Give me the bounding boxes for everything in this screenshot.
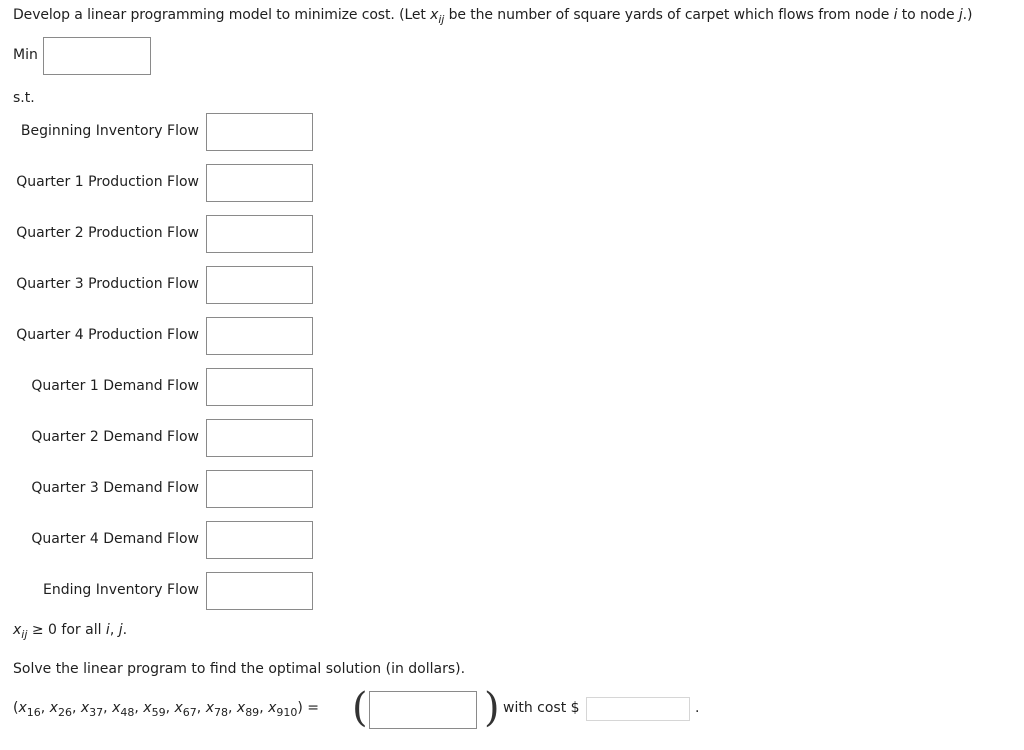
nonneg-comma: , [109,622,119,638]
tuple-comma: , [165,700,175,716]
tuple-var-x: x [205,700,214,716]
right-paren: ) [484,685,500,731]
tuple-var-x: x [18,700,27,716]
tuple-comma: , [259,700,269,716]
prompt-text-3: to node [897,7,959,23]
node-j: j [958,7,963,23]
constraint-label-q2-demand: Quarter 2 Demand Flow [31,429,199,445]
tuple-var-sub: 78 [213,706,228,719]
tuple-var-sub: 48 [120,706,135,719]
constraint-label-q1-production: Quarter 1 Production Flow [16,174,199,190]
cost-label: with cost $ [503,700,580,716]
constraint-input-q3-demand[interactable] [206,470,313,508]
constraint-input-q1-demand[interactable] [206,368,313,406]
nonneg-end: . [122,622,128,638]
problem-prompt [13,7,973,26]
node-i: i [893,7,898,23]
tuple-comma: , [103,700,113,716]
cost-input[interactable] [586,697,690,721]
left-paren: ( [352,685,368,731]
tuple-comma: , [227,700,237,716]
constraint-input-q2-demand[interactable] [206,419,313,457]
var-sub-ij: ij [438,13,445,26]
tuple-var-x: x [112,700,121,716]
period: . [695,700,700,716]
tuple-comma: , [71,700,81,716]
nonneg-j: j [118,622,123,638]
nonneg-var-sub: ij [21,628,28,641]
solution-input[interactable] [369,691,477,729]
constraint-input-q1-production[interactable] [206,164,313,202]
constraint-label-q4-production: Quarter 4 Production Flow [16,327,199,343]
tuple-var-sub: 910 [276,706,298,719]
tuple-var-x: x [236,700,246,716]
tuple-var-sub: 37 [89,706,104,719]
constraint-input-beginning-inventory[interactable] [206,113,313,151]
tuple-var-sub: 26 [57,706,72,719]
constraint-label-ending-inventory: Ending Inventory Flow [43,582,199,598]
tuple-var-x: x [49,700,58,716]
constraint-input-q4-production[interactable] [206,317,313,355]
tuple-comma: , [196,700,206,716]
constraint-input-q2-production[interactable] [206,215,313,253]
objective-input[interactable] [43,37,151,75]
constraint-label-q1-demand: Quarter 1 Demand Flow [31,378,199,394]
tuple-var-x: x [143,700,152,716]
tuple-var-x: x [174,700,183,716]
nonnegativity-constraint [13,622,128,641]
nonneg-var: x [13,622,22,638]
tuple-var-x: x [80,700,90,716]
constraint-label-q3-demand: Quarter 3 Demand Flow [31,480,199,496]
solve-instruction: Solve the linear program to find the optimal solution (in dollars). [13,661,466,677]
nonneg-i: i [105,622,110,638]
tuple-comma: , [134,700,144,716]
subject-to-label: s.t. [13,90,35,106]
min-label: Min [13,47,38,63]
solution-variable-tuple [13,700,320,719]
tuple-open-paren: ( [13,700,19,716]
constraint-input-ending-inventory[interactable] [206,572,313,610]
tuple-comma: , [40,700,50,716]
tuple-var-sub: 59 [151,706,166,719]
constraint-label-q3-production: Quarter 3 Production Flow [16,276,199,292]
constraint-input-q3-production[interactable] [206,266,313,304]
tuple-close-equals: ) = [297,700,320,716]
tuple-var-sub: 67 [182,706,197,719]
constraint-input-q4-demand[interactable] [206,521,313,559]
constraint-label-q4-demand: Quarter 4 Demand Flow [31,531,199,547]
tuple-var-x: x [268,700,277,716]
tuple-var-sub: 16 [26,706,41,719]
nonneg-text: ≥ 0 for all [27,622,106,638]
prompt-text-2: be the number of square yards of carpet which flows from node [444,7,894,23]
prompt-text-1: Develop a linear programming model to minimize cost. (Let [13,7,431,23]
prompt-text-4: .) [962,7,973,23]
var-x: x [430,7,439,23]
tuple-var-sub: 89 [245,706,260,719]
constraint-label-beginning-inventory: Beginning Inventory Flow [20,123,199,139]
constraint-label-q2-production: Quarter 2 Production Flow [16,225,199,241]
